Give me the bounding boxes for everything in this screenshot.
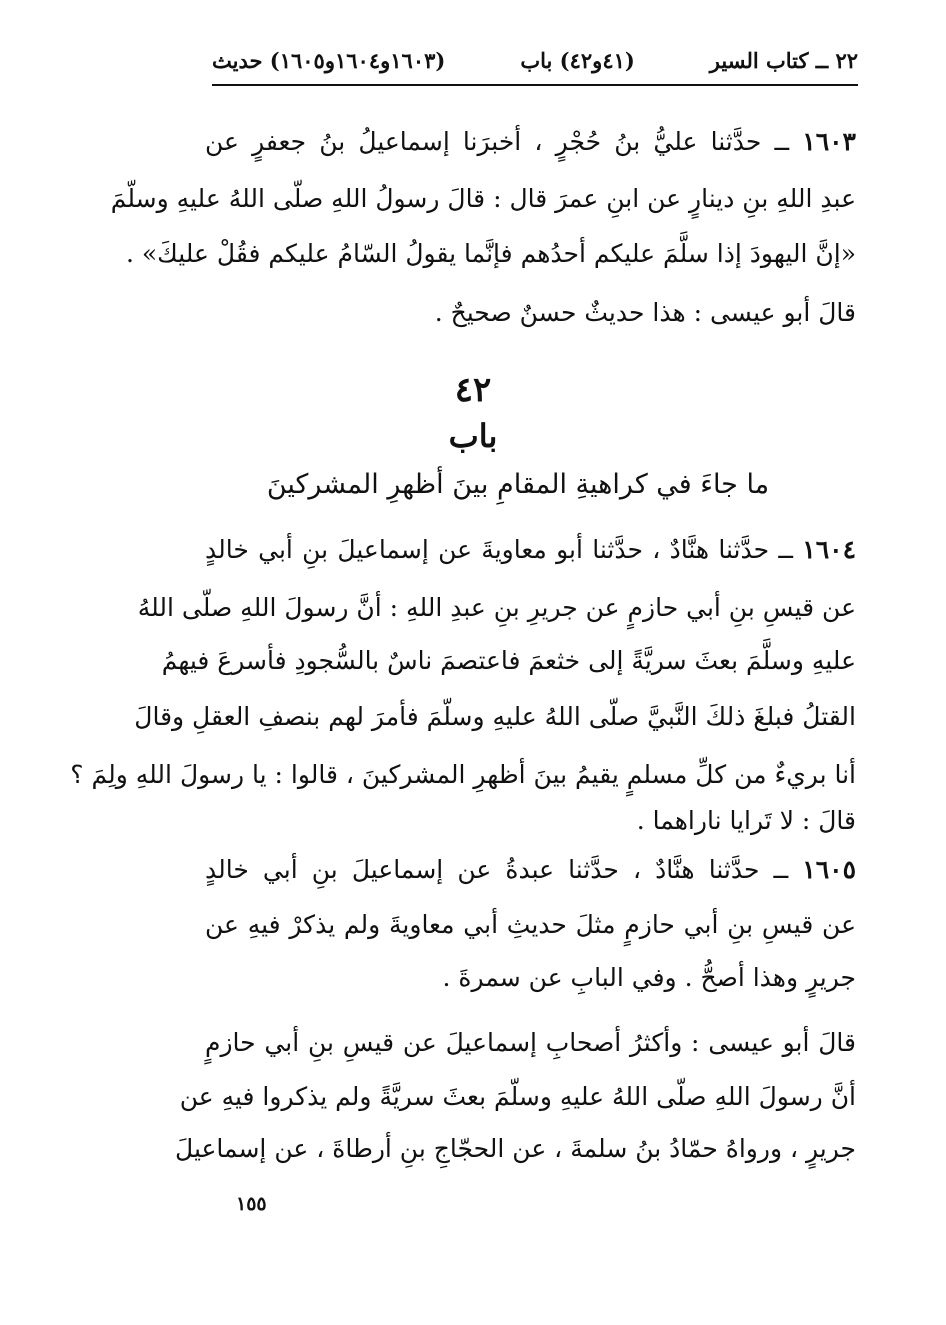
running-head-book: ٢٢ ــ كتاب السير (709, 47, 858, 73)
chapter-label: باب (448, 417, 498, 455)
running-head (212, 40, 858, 80)
chapter-number: ٤٢ (454, 370, 492, 410)
hadith-1605-text-1: ــ حدَّثنا هنَّادٌ ، حدَّثنا عبدةُ عن إسماعيلَ بنِ أبي خالدٍ (205, 855, 789, 884)
hadith-1604-text-1: ــ حدَّثنا هنَّادٌ ، حدَّثنا أبو معاويةَ عن إسماعيلَ بنِ أبي خالدٍ (205, 535, 793, 564)
header-rule (212, 84, 858, 86)
hadith-1603-line-2: عبدِ اللهِ بنِ دينارٍ عن ابنِ عمرَ قال : قالَ رسولُ اللهِ صلّى اللهُ عليهِ وسلّمَ (110, 184, 856, 213)
hadith-number-1604: ١٦٠٤ (802, 535, 856, 564)
hadith-1605-line-3: جريرٍ وهذا أصحُّ . وفي البابِ عن سمرةَ . (442, 963, 856, 992)
hadith-number-1605: ١٦٠٥ (802, 855, 856, 884)
commentary-line-1: قالَ أبو عيسى : وأكثرُ أصحابِ إسماعيلَ عن قيسِ بنِ أبي حازمٍ (205, 1028, 856, 1057)
running-head-hadiths: (١٦٠٣و١٦٠٤و١٦٠٥) حديث (212, 47, 446, 73)
hadith-1604-line-2: عن قيسِ بنِ أبي حازمٍ عن جريرِ بنِ عبدِ اللهِ : أنَّ رسولَ اللهِ صلّى اللهُ (137, 593, 856, 622)
hadith-1604-line-3: عليهِ وسلَّمَ بعثَ سريَّةً إلى خثعمَ فاعتصمَ ناسٌ بالسُّجودِ فأسرعَ فيهمُ (161, 646, 856, 675)
hadith-1603-grading: قالَ أبو عيسى : هذا حديثٌ حسنٌ صحيحٌ . (434, 298, 856, 327)
hadith-1604-line-5: أنا بريءٌ من كلِّ مسلمٍ يقيمُ بينَ أظهرِ المشركينَ ، قالوا : يا رسولَ اللهِ ولِمَ ؟ (70, 760, 856, 789)
hadith-1605-line-2: عن قيسِ بنِ أبي حازمٍ مثلَ حديثِ أبي معاويةَ ولم يذكرْ فيهِ عن (205, 910, 856, 939)
hadith-1604-line-6: قالَ : لا تَرايا ناراهما . (636, 806, 856, 835)
chapter-title: ما جاءَ في كراهيةِ المقامِ بينَ أظهرِ المشركينَ (266, 469, 770, 500)
hadith-1603-line-1 (205, 122, 856, 162)
page-number: ١٥٥ (236, 1193, 267, 1215)
hadith-1603-line-3: «إنَّ اليهودَ إذا سلَّمَ عليكم أحدُهم فإنَّما يقولُ السّامُ عليكم فقُلْ عليكَ» . (125, 239, 856, 268)
hadith-1603-text-1: ــ حدَّثنا عليُّ بنُ حُجْرٍ ، أخبرَنا إسماعيلُ بنُ جعفرٍ عن (205, 127, 790, 156)
running-head-chapters: (٤١و٤٢) باب (520, 47, 635, 73)
hadith-1604-line-1 (205, 530, 856, 570)
hadith-1605-line-1 (205, 850, 856, 890)
hadith-1604-line-4: القتلُ فبلغَ ذلكَ النَّبيَّ صلّى اللهُ عليهِ وسلّمَ فأمرَ لهم بنصفِ العقلِ وقالَ (134, 702, 856, 731)
commentary-line-3: جريرٍ ، ورواهُ حمّادُ بنُ سلمةَ ، عن الحجّاجِ بنِ أرطاةَ ، عن إسماعيلَ (175, 1134, 856, 1163)
commentary-line-2: أنَّ رسولَ اللهِ صلّى اللهُ عليهِ وسلّمَ بعثَ سريَّةً ولم يذكروا فيهِ عن (179, 1082, 856, 1111)
hadith-number-1603: ١٦٠٣ (802, 127, 856, 156)
